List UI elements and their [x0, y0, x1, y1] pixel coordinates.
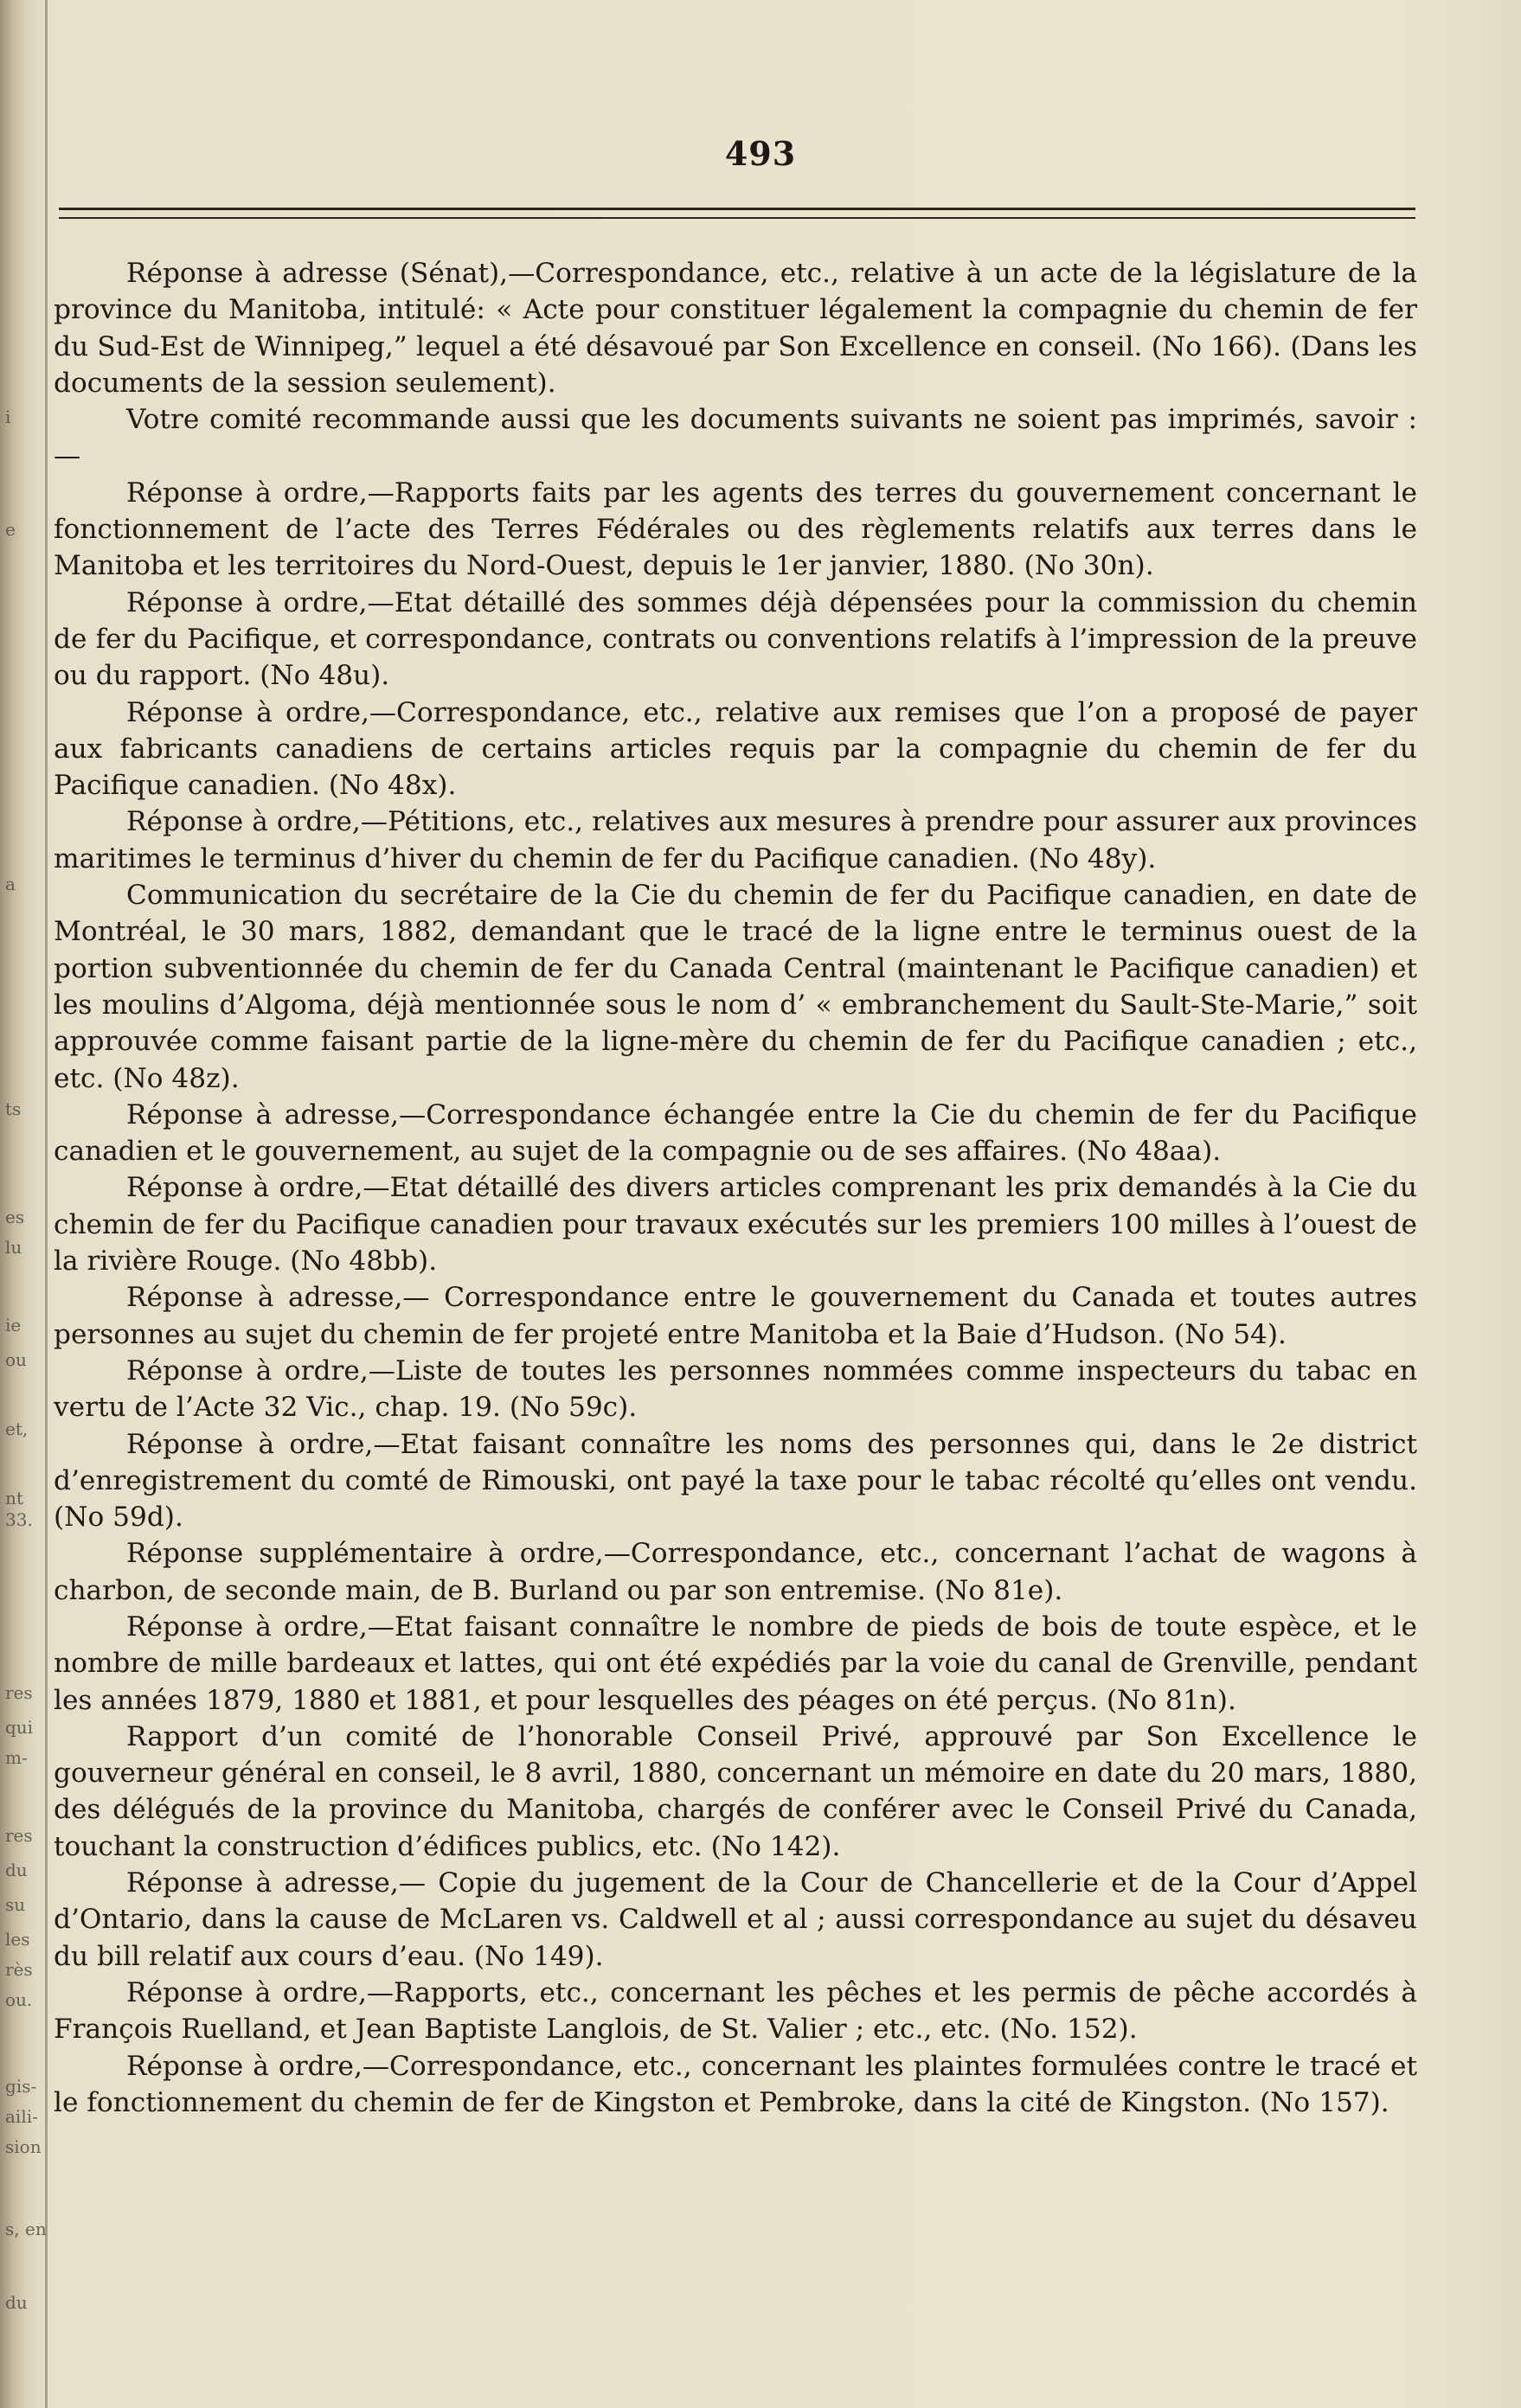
- margin-fragment: es: [5, 1207, 25, 1227]
- paragraph: Réponse à adresse,— Copie du jugement de la Cour de Chancellerie et de la Cour d’Appel d’Ontario, dans la cause de McLaren vs. Caldwell et al ; aussi correspondance au sujet du désaveu du bill relatif aux cours d’eau. (No 149).: [54, 1867, 1417, 1972]
- margin-fragment: nt: [5, 1488, 23, 1508]
- margin-fragment: su: [5, 1894, 26, 1915]
- paragraph: Réponse à ordre,—Rapports faits par les agents des terres du gouvernement concernant le fonctionnement de l’acte des Terres Fédérales ou des règlements relatifs aux terres dans le Manitoba et les territoires du Nord-Ouest, depuis le 1er janvier, 1880. (No 30n).: [54, 477, 1417, 582]
- paragraph: Réponse à ordre,—Pétitions, etc., relatives aux mesures à prendre pour assurer aux provinces maritimes le terminus d’hiver du chemin de fer du Pacifique canadien. (No 48y).: [54, 806, 1417, 874]
- margin-fragment: du: [5, 1860, 28, 1880]
- margin-fragment: e: [5, 519, 16, 540]
- margin-fragment: ts: [5, 1098, 22, 1119]
- margin-fragment: gis-: [5, 2076, 37, 2097]
- paragraph: Réponse supplémentaire à ordre,—Correspondance, etc., concernant l’achat de wagons à charbon, de seconde main, de B. Burland ou par son entremise. (No 81e).: [54, 1538, 1417, 1606]
- paragraph: Rapport d’un comité de l’honorable Conseil Privé, approuvé par Son Excellence le gouverneur général en conseil, le 8 avril, 1880, concernant un mémoire en date du 20 mars, 1880, des délégués de la province du Manitoba, chargés de conférer avec le Conseil Privé du Canada, touchant la construction d’édifices publics, etc. (No 142).: [54, 1720, 1417, 1862]
- paragraph: Communication du secrétaire de la Cie du chemin de fer du Pacifique canadien, en date de Montréal, le 30 mars, 1882, demandant que le tracé de la ligne entre le terminus ouest de la portion subventionnée du chemin de fer du Canada Central (maintenant le Pacifique canadien) et les moulins d’Algoma, déjà mentionnée sous le nom d’ « embranchement du Sault-Ste-Marie,” soit approuvée comme faisant partie de la ligne-mère du chemin de fer du Pacifique canadien ; etc., etc. (No 48z).: [54, 880, 1417, 1094]
- book-gutter: [0, 0, 40, 2408]
- page-number: 493: [724, 134, 797, 173]
- margin-fragment: s, en: [5, 2219, 47, 2239]
- margin-fragment: et,: [5, 1419, 29, 1439]
- body-text: [54, 255, 1417, 2121]
- margin-fragment: res: [5, 1825, 33, 1846]
- margin-fragment: qui: [5, 1717, 34, 1738]
- margin-fragment: les: [5, 1929, 30, 1950]
- header-rule: [59, 208, 1415, 210]
- margin-fragment: aili-: [5, 2106, 38, 2127]
- paragraph: Réponse à adresse,—Correspondance échangée entre la Cie du chemin de fer du Pacifique canadien et le gouvernement, au sujet de la compagnie ou de ses affaires. (No 48aa).: [54, 1098, 1417, 1168]
- margin-fragment: a: [5, 874, 16, 894]
- binding-edge: [45, 0, 48, 2408]
- margin-fragment: rès: [5, 1959, 33, 1980]
- margin-fragment: du: [5, 2292, 28, 2313]
- paragraph: Réponse à ordre,—Correspondance, etc., relative aux remises que l’on a proposé de payer aux fabricants canadiens de certains articles requis par la compagnie du chemin de fer du Pacifique canadien. (No 48x).: [54, 696, 1417, 802]
- paragraph: Réponse à ordre,—Etat faisant connaître les noms des personnes qui, dans le 2e district d’enregistrement du comté de Rimouski, ont payé la taxe pour le tabac récolté qu’elles ont vendu. (No 59d).: [54, 1428, 1417, 1534]
- paragraph: Réponse à adresse (Sénat),—Correspondance, etc., relative à un acte de la législature de la province du Manitoba, intitulé: « Acte pour constituer légalement la compagnie du chemin de fer du Sud-Est de Winnipeg,” lequel a été désavoué par Son Excellence en conseil. (No 166). (Dans les documents de la session seulement).: [54, 258, 1417, 399]
- header-rule-thin: [59, 217, 1415, 219]
- margin-fragment: ou.: [5, 1989, 33, 2010]
- margin-fragment: res: [5, 1682, 33, 1703]
- margin-fragment: i: [5, 407, 11, 427]
- paragraph: Réponse à ordre,—Rapports, etc., concernant les pêches et les permis de pêche accordés à François Ruelland, et Jean Baptiste Langlois, de St. Valier ; etc., etc. (No. 152).: [54, 1976, 1417, 2046]
- margin-fragment: ie: [5, 1315, 22, 1335]
- margin-fragment: 33.: [5, 1509, 33, 1530]
- margin-fragment: ou: [5, 1349, 27, 1370]
- paragraph: Votre comité recommande aussi que les documents suivants ne soient pas imprimés, savoir :—: [54, 404, 1417, 472]
- paragraph: Réponse à ordre,—Etat détaillé des sommes déjà dépensées pour la commission du chemin de fer du Pacifique, et correspondance, contrats ou conventions relatifs à l’impression de la preuve ou du rapport. (No 48u).: [54, 586, 1417, 692]
- margin-fragment: lu: [5, 1237, 22, 1258]
- margin-fragment: sion: [5, 2136, 42, 2157]
- paragraph: Réponse à ordre,—Liste de toutes les personnes nommées comme inspecteurs du tabac en vertu de l’Acte 32 Vic., chap. 19. (No 59c).: [54, 1354, 1417, 1424]
- margin-fragment: m-: [5, 1747, 28, 1768]
- paragraph: Réponse à ordre,—Etat détaillé des divers articles comprenant les prix demandés à la Cie du chemin de fer du Pacifique canadien pour travaux exécutés sur les premiers 100 milles à l’ouest de la rivière Rouge. (No 48bb).: [54, 1172, 1417, 1278]
- paragraph: Réponse à adresse,— Correspondance entre le gouvernement du Canada et toutes autres personnes au sujet du chemin de fer projeté entre Manitoba et la Baie d’Hudson. (No 54).: [54, 1282, 1417, 1350]
- paragraph: Réponse à ordre,—Etat faisant connaître le nombre de pieds de bois de toute espèce, et le nombre de mille bardeaux et lattes, qui ont été expédiés par la voie du canal de Grenville, pendant les années 1879, 1880 et 1881, et pour lesquelles des péages on été perçus. (No 81n).: [54, 1611, 1417, 1716]
- paragraph: Réponse à ordre,—Correspondance, etc., concernant les plaintes formulées contre le tracé et le fonctionnement du chemin de fer de Kingston et Pembroke, dans la cité de Kingston. (No 157).: [54, 2050, 1417, 2118]
